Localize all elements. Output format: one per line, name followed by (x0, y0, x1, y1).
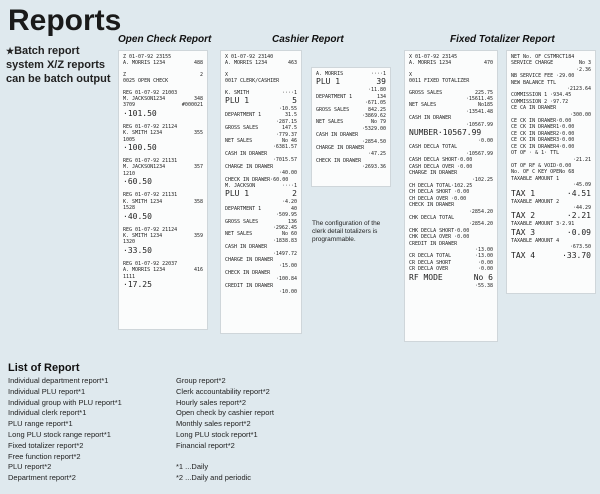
receipt-value: ·287.15 (275, 118, 297, 125)
receipt-value: ·2693.36 (361, 164, 386, 171)
receipt-label: TAXABLE AMOUNT 3·2.91 (511, 221, 575, 228)
receipt-value: ·47.25 (367, 151, 386, 158)
report-list-item: Open check by cashier report (176, 408, 274, 418)
report-list-item: Group report*2 (176, 376, 226, 385)
receipt-value: 348 (193, 96, 203, 103)
receipt-label: CHK DECLA TOTAL (409, 214, 455, 221)
receipt-label: CASH IN DRAWER (316, 132, 359, 139)
receipt-value: ·13.00 (474, 246, 493, 253)
receipt-value: ·2.36 (575, 66, 591, 73)
receipt-value: ·15611.45 (465, 96, 493, 103)
receipt-tear-edge (405, 339, 497, 342)
receipt-label: CE CK IN DRAWER1·0.00 (511, 124, 575, 131)
receipt-label: ·100.50 (123, 143, 157, 153)
receipt-value: ·4.20 (281, 199, 297, 206)
receipt-tear-edge (221, 331, 301, 334)
cashier-caption: The configuration of the clerk detail totalizers is programmable. (312, 220, 381, 243)
receipt-label: CHARGE IN DRAWER (225, 256, 274, 263)
receipt-label: CHARGE IN DRAWER (225, 163, 274, 170)
receipt-label: 0017 CLERK/CASHIER (225, 78, 280, 85)
receipt-label: 1210 (123, 170, 136, 177)
report-list-item: Clerk accountability report*2 (176, 386, 270, 396)
receipt-label: CHECK IN DRAWER (409, 202, 455, 209)
receipt-label: CH DECLA TOTAL·102.25 (409, 182, 473, 189)
receipt-line (123, 109, 203, 119)
receipt-label: SERVICE CHARGE (511, 60, 554, 67)
receipt-label: 0011 FIXED TOTALIZER (409, 78, 470, 85)
receipt-value: ·2123.64 (566, 86, 591, 93)
receipt-value: 470 (483, 60, 493, 67)
report-list-item: *2 ...Daily and periodic (176, 473, 252, 483)
receipt-label: CHK DECLA OVER ·0.00 (409, 234, 470, 241)
report-list-item: PLU report*2 (8, 462, 52, 472)
receipt-label: DEPARTMENT 1 (316, 93, 353, 100)
receipt-label: M. JACKSON (225, 182, 256, 189)
report-list-column-1 (8, 376, 122, 484)
receipt-label: REG 01-07-92 21131 (123, 192, 178, 199)
receipt-line (123, 143, 203, 153)
receipt-label: REG 01-07-92 21003 (123, 89, 178, 96)
receipt-label: TAX 1 (511, 188, 536, 198)
receipt-label: NET No. OF CSTMRCT184 (511, 54, 575, 60)
receipt-label: CASH DECLA SHORT·0.00 (409, 157, 473, 164)
batch-note (6, 44, 116, 86)
receipt-label: CASH IN DRAWER (225, 244, 268, 251)
report-list-item: Hourly sales report*2 (176, 397, 247, 407)
receipt-value: ·55.38 (474, 282, 493, 289)
receipt-label: No. OF C KEY OPENo 68 (511, 169, 575, 176)
report-list-item: Individual group with PLU report*1 (8, 397, 122, 407)
receipt-label: NUMBER·10567.99 (409, 128, 482, 138)
receipt-value: ·6381.57 (272, 144, 297, 151)
report-list-item: Individual PLU report*1 (8, 386, 86, 396)
batch-note-text: Batch report system X/Z reports can be batch output (6, 45, 111, 85)
receipt-label: REG 01-07-92 21124 (123, 123, 178, 130)
receipt-value: ·5329.00 (361, 125, 386, 132)
receipt-line (511, 211, 591, 221)
receipt-value: 2 (199, 71, 203, 78)
receipt-label: CE CK IN DRAWER3·0.00 (511, 137, 575, 144)
receipt-line (225, 189, 297, 199)
receipt-label: ·101.50 (123, 108, 157, 118)
receipt-value: ·779.37 (275, 131, 297, 138)
receipt-label: CR DECLA TOTAL (409, 253, 452, 260)
receipt-label: DEPARTMENT 1 (225, 112, 262, 119)
list-of-report-title: List of Report (8, 362, 80, 374)
receipt-line (511, 228, 591, 238)
receipt-line (409, 273, 493, 283)
receipt-value: ·10567.99 (465, 121, 493, 128)
receipt-value: 5 (292, 96, 297, 106)
receipt-label: ·40.50 (123, 211, 152, 221)
receipt-value: 357 (193, 164, 203, 171)
receipt-value: ·0.00 (477, 266, 493, 273)
receipt-label: TAX 2 (511, 211, 536, 221)
report-list-item (176, 452, 274, 463)
receipt-label: TAX 3 (511, 227, 536, 237)
receipt-label: GROSS SALES (225, 218, 259, 225)
report-list-item: *1 ...Daily (176, 462, 209, 472)
receipt-value: ·10.55 (278, 106, 297, 113)
receipt-line (511, 251, 591, 261)
report-list-item: Monthly sales report*2 (176, 419, 251, 429)
receipt-value: ·673.50 (569, 244, 591, 251)
receipt-label: CASH DECLA OVER ·0.00 (409, 163, 473, 170)
receipt-value: ·1497.72 (272, 250, 297, 257)
receipt-line (225, 96, 297, 106)
receipt-value: 355 (193, 130, 203, 137)
receipt-value: ·100.84 (275, 276, 297, 283)
receipt-value: No 3 (578, 60, 591, 67)
receipt-value: ·10567.99 (465, 150, 493, 157)
receipt-label: GROSS SALES (225, 125, 259, 132)
receipt-line (123, 246, 203, 256)
receipt-label: 0025 OPEN CHECK (123, 78, 169, 85)
receipt-label: NET SALES (409, 102, 437, 109)
page-title: Reports (8, 4, 122, 37)
receipt-label: K. SMITH 1234 (123, 130, 163, 137)
receipt-label: CREDIT IN DRAWER (409, 240, 458, 247)
receipt-value: ·102.25 (471, 176, 493, 183)
receipt-value: ·0.09 (566, 227, 591, 237)
report-list-item: Individual department report*1 (8, 376, 109, 385)
receipt-label: CH DECLA OVER ·0.00 (409, 195, 467, 202)
receipt-label: CASH IN DRAWER (409, 115, 452, 122)
report-list-item: Department report*2 (8, 473, 76, 483)
receipt-value: ·671.05 (364, 100, 386, 107)
receipt-label: CHK DECLA SHORT·0.00 (409, 227, 470, 234)
receipt-label: 1528 (123, 205, 136, 212)
receipt-value: 2 (292, 189, 297, 199)
receipt-value: 359 (193, 232, 203, 239)
receipt-label: A. MORRIS 1234 (123, 60, 166, 67)
receipt-label: PLU 1 (225, 189, 250, 199)
receipt-value: ·7015.57 (272, 157, 297, 164)
receipt-label: REG 01-07-92 22037 (123, 260, 178, 267)
receipt-label: X 01-07-92 23140 (225, 54, 274, 60)
receipt-label: CHECK IN DRAWER (225, 269, 271, 276)
receipt-label: M. JACKSON1234 (123, 164, 166, 171)
report-list-item: Long PLU stock report*1 (176, 429, 258, 439)
receipt-value: No 60 (281, 231, 297, 238)
receipt-label: Z 01-07-92 23155 (123, 54, 172, 60)
fixed-totalizer-receipt-1 (404, 50, 498, 342)
receipt-label: GROSS SALES (316, 106, 350, 113)
receipt-label: CASH IN DRAWER (225, 150, 268, 157)
receipt-label: COMMISSION 2 ·97.72 (511, 98, 569, 105)
receipt-tear-edge (119, 327, 207, 330)
section-title-open-check: Open Check Report (118, 34, 212, 45)
receipt-value: ·0.00 (477, 259, 493, 266)
receipt-label: K. SMITH (225, 89, 250, 96)
report-list-item: Long PLU stock range report*1 (8, 429, 111, 439)
receipt-label: PLU 1 (225, 96, 250, 106)
report-list-column-2 (176, 376, 274, 484)
receipt-label: CHARGE IN DRAWER (316, 145, 365, 152)
receipt-line (123, 177, 203, 187)
receipt-value: ·10.00 (278, 289, 297, 295)
receipt-label: COMMISSION 1 ·934.45 (511, 92, 572, 99)
receipt-line (123, 212, 203, 222)
receipt-label: CE CK IN DRAWER4·0.00 (511, 143, 575, 150)
receipt-value: ·2.21 (566, 211, 591, 221)
fixed-totalizer-receipt-2 (506, 50, 596, 294)
receipt-label: CH DECLA SHORT ·0.00 (409, 189, 470, 196)
receipt-value: No185 (477, 102, 493, 109)
receipt-label: 3709 (123, 102, 136, 109)
receipt-tear-edge (312, 184, 390, 187)
receipt-label: CR DECLA OVER (409, 266, 449, 273)
receipt-label: A. MORRIS (316, 71, 344, 77)
report-list-item: Financial report*2 (176, 440, 235, 450)
receipt-value: 136 (287, 218, 297, 225)
receipt-label: PLU 1 (316, 77, 341, 87)
receipt-value: 31.5 (284, 112, 297, 119)
receipt-label: CREDIT IN DRAWER (225, 282, 274, 289)
receipt-label: A. MORRIS 1234 (225, 60, 268, 67)
receipt-label: ·60.50 (123, 177, 152, 187)
receipt-label: CR DECLA SHORT (409, 259, 452, 266)
receipt-value: ·300.00 (569, 111, 591, 118)
report-list-item: PLU range report*1 (8, 419, 73, 429)
open-check-receipt (118, 50, 208, 330)
receipt-label: CHECK IN DRAWER (316, 157, 362, 164)
receipt-label: TAX 4 (511, 250, 536, 260)
receipt-value: ·11.80 (367, 87, 386, 94)
receipt-value: ·2854.20 (468, 208, 493, 215)
receipt-label: M. JACKSON1234 (123, 96, 166, 103)
receipt-value: ·1838.83 (272, 237, 297, 244)
receipt-value: 147.5 (281, 125, 297, 132)
receipt-label: CHECK IN DRAWER·60.00 (225, 176, 289, 183)
receipt-label: ·17.25 (123, 279, 152, 289)
receipt-label: 1111 (123, 273, 136, 280)
receipt-value: ·13.00 (474, 253, 493, 260)
receipt-value: ·0.00 (477, 138, 493, 145)
receipt-value: ·3869.62 (361, 113, 386, 120)
receipt-label: Z (123, 71, 127, 78)
receipt-label: K. SMITH 1234 (123, 198, 163, 205)
receipt-value: ·2854.20 (468, 221, 493, 228)
receipt-value: ·21.21 (572, 156, 591, 163)
receipt-label: NET SALES (316, 119, 344, 126)
receipt-value: ····1 (281, 89, 297, 96)
receipt-line (511, 189, 591, 199)
receipt-label: OT OF RF & VOID·0.00 (511, 162, 572, 169)
receipt-label: CASH DECLA TOTAL (409, 144, 458, 151)
receipt-label: CHARGE IN DRAWER (409, 170, 458, 177)
receipt-label: K. SMITH 1234 (123, 232, 163, 239)
receipt-value: No 46 (281, 138, 297, 145)
receipt-label: NB SERVICE FEE ·29.00 (511, 73, 575, 80)
cashier-receipt-2 (311, 67, 391, 187)
receipt-value: 40 (290, 205, 297, 212)
receipt-value: 463 (287, 60, 297, 67)
receipt-label: X (225, 71, 229, 78)
receipt-label: RF MODE (409, 272, 443, 282)
receipt-value: ·40.00 (278, 170, 297, 177)
receipt-label: DEPARTMENT 1 (225, 205, 262, 212)
report-list-item: Individual clerk report*1 (8, 408, 87, 418)
receipt-label: X 01-07-92 23145 (409, 54, 458, 60)
receipt-value: ·13541.48 (465, 108, 493, 115)
receipt-label: 1320 (123, 239, 136, 246)
section-title-fixed-totalizer: Fixed Totalizer Report (450, 34, 555, 45)
receipt-label: REG 01-07-92 21124 (123, 226, 178, 233)
receipt-label: NET SALES (225, 231, 253, 238)
receipt-label: NEW BALANCE TTL (511, 79, 557, 86)
receipt-value: ·33.70 (562, 250, 591, 260)
receipt-line (409, 283, 493, 289)
receipt-value: ·4.51 (566, 188, 591, 198)
receipt-label: OT OF · & 1· TTL (511, 150, 560, 157)
receipt-line (123, 280, 203, 290)
report-list-item: Fixed totalizer report*2 (8, 440, 84, 450)
receipt-label: TAXABLE AMOUNT 4 (511, 237, 560, 244)
receipt-value: No 6 (473, 272, 493, 282)
receipt-value: 134 (376, 93, 386, 100)
receipt-value: ····1 (370, 71, 386, 77)
receipt-value: ····1 (281, 182, 297, 189)
receipt-value: No 79 (370, 119, 386, 126)
receipt-label: TAXABLE AMOUNT 2 (511, 198, 560, 205)
receipt-value: 225.75 (474, 89, 493, 96)
receipt-label: GROSS SALES (409, 89, 443, 96)
receipt-label: NET SALES (225, 138, 253, 145)
receipt-label: 1005 (123, 136, 136, 143)
receipt-label: A. MORRIS 1234 (123, 267, 166, 274)
receipt-value: ·2854.50 (361, 138, 386, 145)
receipt-value: ·509.95 (275, 212, 297, 219)
receipt-value: 358 (193, 198, 203, 205)
receipt-value: ·15.00 (278, 263, 297, 270)
receipt-tear-edge (507, 291, 595, 294)
section-title-cashier: Cashier Report (272, 34, 344, 45)
receipt-label: X (409, 71, 413, 78)
receipt-line (409, 128, 493, 138)
cashier-receipt-1 (220, 50, 302, 334)
receipt-label: TAXABLE AMOUNT 1 (511, 175, 560, 182)
receipt-label: CE CA IN DRAWER (511, 105, 557, 112)
receipt-label: CE CK IN DRAWER2·0.00 (511, 130, 575, 137)
receipt-value: ·44.29 (572, 204, 591, 211)
receipt-value: 416 (193, 267, 203, 274)
receipt-value: 842.25 (367, 106, 386, 113)
receipt-value: 488 (193, 60, 203, 67)
receipt-label: ·33.50 (123, 245, 152, 255)
receipt-line (225, 289, 297, 295)
report-list-item: Free function report*2 (8, 451, 81, 461)
star-icon: ★ (6, 46, 15, 56)
receipt-value: ·2962.45 (272, 224, 297, 231)
receipt-label: REG 01-07-92 21131 (123, 158, 178, 165)
receipt-value: 39 (376, 77, 386, 87)
receipt-label: A. MORRIS 1234 (409, 60, 452, 67)
receipt-value: #000021 (181, 102, 203, 109)
receipt-label: CE CK IN DRAWER·0.00 (511, 118, 572, 125)
receipt-line (316, 164, 386, 170)
receipt-value: ·45.09 (572, 182, 591, 189)
receipt-line (316, 77, 386, 87)
